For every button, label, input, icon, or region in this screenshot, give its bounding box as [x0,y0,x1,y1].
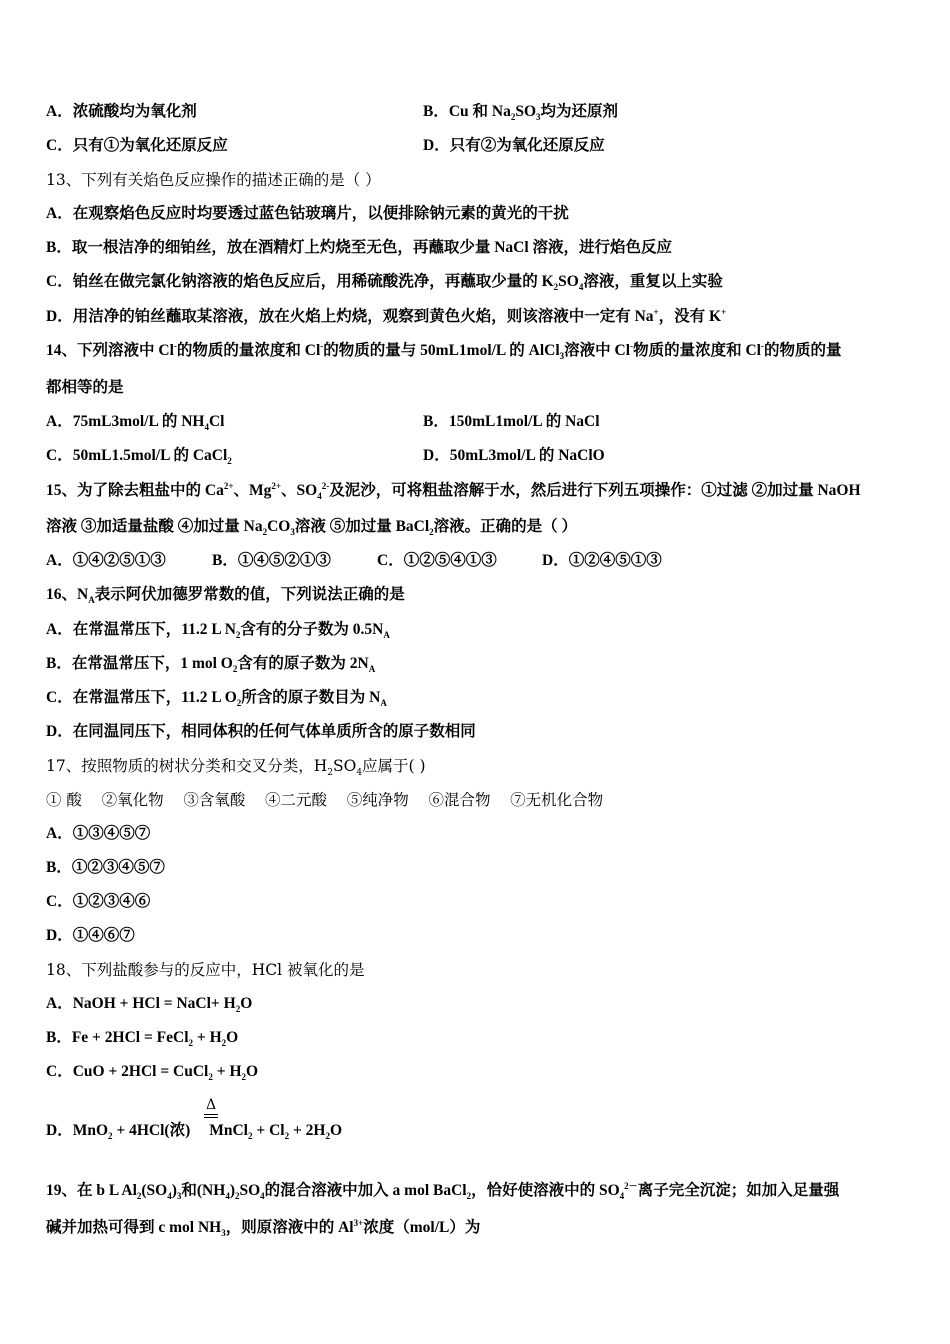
q17-stem: 17、按照物质的树状分类和交叉分类，$H_2SO_4$应属于( ) [46,757,426,779]
q15-stem-line1: 15、为了除去粗盐中的 $Ca^{2+}$、$Mg^{2+}$、$SO_4^{2-}$及泥沙，可将粗盐溶解于水，然后进行下列五项操作：①过滤 ②加过量 NaOH [46,480,861,502]
q12-option-c: C．只有①为氧化还原反应 [46,137,228,154]
q17-option-c: C．①②③④⑥ [46,893,151,910]
q14-option-c: C．50mL1.5mol/L 的 CaCl$_2$ [46,447,232,467]
q14-options-row2 [46,445,605,467]
q12-option-a: A．浓硫酸均为氧化剂 [46,103,197,120]
q12-options-row1 [46,101,619,123]
q15-option-c: C．①②⑤④①③ [377,552,497,569]
q14-option-a: A．75mL3mol/L 的 $NH_4Cl$ [46,413,225,433]
q19-stem-line1: 19、在 b L $Al_2(SO_4)_3$和$(NH_4)_2SO_4$的混合溶液中加入 a mol BaCl$_2$，恰好使溶液中的 $SO_4^{2-}$离子完全沉淀；如加入足量强 [46,1180,840,1202]
q13-option-b: B．取一根洁净的细铂丝，放在酒精灯上灼烧至无色，再蘸取少量 NaCl 溶液，进行焰色反应 [46,239,673,256]
q15-options [46,550,662,572]
q12-options-row2 [46,135,605,157]
q16-option-a: A．在常温常压下，11.2 L $N_2$含有的分子数为 $0.5N_A$ [46,621,390,641]
q18-stem: 18、下列盐酸参与的反应中，HCl 被氧化的是 [46,961,365,979]
q17-option-d: D．①④⑥⑦ [46,927,135,944]
q17-option-b: B．①②③④⑤⑦ [46,859,165,876]
q18-option-c: C．CuO + 2HCl = CuCl$_2$ + $H_2O$ [46,1063,259,1083]
q13-option-c: C．铂丝在做完氯化钠溶液的焰色反应后，用稀硫酸洗净，再蘸取少量的 $K_2SO_4$溶液，重复以上实验 [46,273,723,293]
q15-option-b: B．①④⑤②①③ [212,552,331,569]
q12-option-b: B．Cu 和 $Na_2SO_3$均为还原剂 [423,103,619,123]
q13-stem: 13、下列有关焰色反应操作的描述正确的是（ ） [46,171,381,189]
heat-condition-mark: Δ [203,1097,219,1118]
q12-option-d: D．只有②为氧化还原反应 [423,137,605,154]
q14-option-b: B．150mL1mol/L 的 NaCl [423,413,600,430]
q17-option-a: A．①③④⑤⑦ [46,825,151,842]
q17-category-list: ① 酸 ②氧化物 ③含氧酸 ④二元酸 ⑤纯净物 ⑥混合物 ⑦无机化合物 [46,791,604,809]
q13-option-a: A．在观察焰色反应时均要透过蓝色钴玻璃片，以便排除钠元素的黄光的干扰 [46,205,569,222]
q18-option-d: D．MnO$_2$ + 4HCl(浓) MnCl$_2$ + $Cl_2 + 2H_2O$ [46,1122,343,1142]
q18-option-b: B．Fe + 2HCl = FeCl$_2$ + $H_2O$ [46,1029,239,1049]
q13-option-d: D．用洁净的铂丝蘸取某溶液，放在火焰上灼烧，观察到黄色火焰，则该溶液中一定有 Na+，没有 K+ [46,306,727,325]
q14-options-row1 [46,411,600,433]
q16-option-b: B．在常温常压下，1 mol $O_2$含有的原子数为 $2N_A$ [46,655,376,675]
q19-stem-line2: 碱并加热可得到 c mol $NH_3$，则原溶液中的 $Al^{3+}$浓度（mol/L）为 [46,1217,481,1239]
q14-option-d: D．50mL3mol/L 的 NaClO [423,447,605,464]
q14-stem-line1: 14、下列溶液中 Cl-的物质的量浓度和 Cl-的物质的量与 50mL1mol/L 的 AlCl$_3$溶液中 Cl-物质的量浓度和 Cl-的物质的量 [46,340,842,362]
q15-option-a: A．①④②⑤①③ [46,552,166,569]
q15-option-d: D．①②④⑤①③ [542,552,662,569]
q16-option-d: D．在同温同压下，相同体积的任何气体单质所含的原子数相同 [46,723,476,740]
q18-option-a: A．NaOH + HCl = NaCl+ $H_2O$ [46,995,253,1015]
q16-option-c: C．在常温常压下，11.2 L $O_2$所含的原子数目为 $N_A$ [46,689,387,709]
q14-stem-line2: 都相等的是 [46,379,124,396]
q15-stem-line2: 溶液 ③加适量盐酸 ④加过量 $Na_2CO_3$溶液 ⑤加过量 BaCl$_2$溶液。正确的是（ ） [46,518,578,538]
q16-stem: 16、$N_A$表示阿伏加德罗常数的值，下列说法正确的是 [46,586,405,606]
